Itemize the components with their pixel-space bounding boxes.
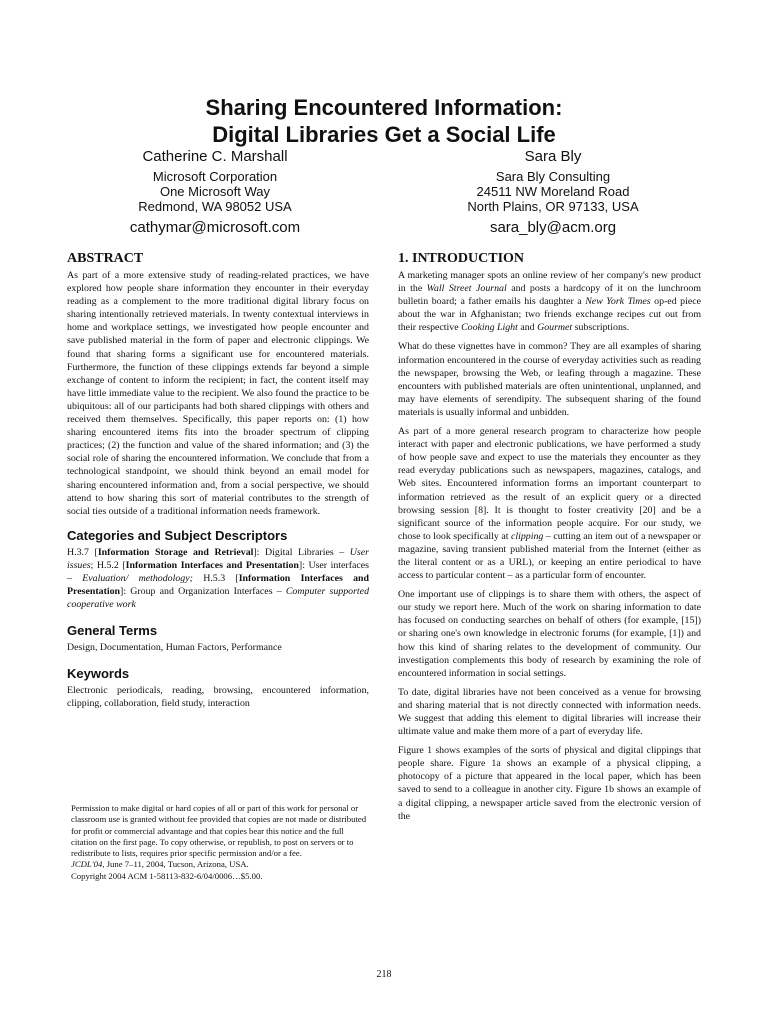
categories-text (67, 546, 369, 611)
author-affiliation-line: Sara Bly Consulting (495, 169, 611, 184)
conference-name: JCDL'04 (71, 859, 103, 870)
text-run: and (517, 322, 538, 334)
right-column (398, 250, 701, 823)
left-column (67, 250, 369, 717)
intro-paragraph-1 (398, 269, 701, 334)
general-terms-text: Design, Documentation, Human Factors, Performance (67, 642, 282, 654)
text-run: As part of a more general research program to characterize how people interact with paper and electronic publications, we have performed a study of how people save and expect to use the materials they encounter as they read everyday publications such as newspapers, magazines, catalogs, and Web sites. Encountered information forms an important counterpart to information retrieved as the result of an explicit query or a directed browsing session [8]. It is thought to foster creativity [20] and be a significant source of the information people acquire. For our study, we chose to look specifically at (398, 426, 701, 542)
author-name: Sara Bly (524, 148, 582, 165)
author-email: sara_bly@acm.org (489, 219, 617, 236)
category-text: ]: Group and Organization Interfaces – (120, 586, 286, 598)
general-terms-heading: General Terms (67, 623, 158, 639)
introduction-heading: 1. INTRODUCTION (398, 251, 525, 266)
category-italic: Computer supported cooperative work (67, 586, 369, 611)
category-italic: Evaluation/ methodology; (82, 572, 193, 584)
abstract-text: As part of a more extensive study of reading-related practices, we have explored how people share information they encounter in their everyday reading as a complement to the more traditional digital library focus on sharing intentionally retrieved materials. In twenty contextual interviews in home and workplace settings, we investigated how people encounter and save published material in the form of paper and electronic clippings. We found that sharing forms a significant use for encountered materials. Furthermore, the function of these clippings extends far beyond a simple exchange of content to inform the recipient; in fact, the content itself may have little immediate value to the recipient. We also found the practice to be ubiquitous: all of our participants had both shared clippings with others and received them themselves. Specifically, this paper reports on: (1) how sharing encountered items fits into the broader spectrum of clipping practices; (2) the function and value of the shared information; and (3) the social role of sharing the encountered information. We conclude that from a technological standpoint, we should think beyond an email model for sharing encountered information and, from a social perspective, we should attend to how sharing this sort of material contributes to the strength of social ties outside of a traditional information needs framework. (67, 270, 369, 517)
keywords-section (67, 666, 369, 710)
intro-paragraph-6: Figure 1 shows examples of the sorts of physical and digital clippings that people share. Figure 1a shows an example of a physical clipping, a photocopy of a picture that appeared in the local paper, which has been saved to send to a colleague in another city. Figure 1b shows an example of a digital clipping, a newspaper article saved from the electronic version of the (398, 745, 701, 822)
text-run: op-ed piece about the war in Afghanistan; two friends exchange recipes cut out from their respective (398, 296, 701, 334)
copyright-line: Copyright 2004 ACM 1-58113-832-6/04/0006…$5.00. (71, 870, 263, 881)
general-terms-section (67, 623, 369, 654)
keywords-heading: Keywords (67, 666, 130, 682)
author-affiliation-line: One Microsoft Way (159, 184, 271, 199)
title-line-1: Sharing Encountered Information: (205, 95, 563, 120)
paper-title (0, 94, 768, 148)
italic-run: Cooking Light (461, 322, 518, 334)
categories-section (67, 528, 369, 611)
author-affiliation-line: Redmond, WA 98052 USA (138, 199, 292, 214)
categories-heading: Categories and Subject Descriptors (67, 527, 288, 543)
italic-run: clipping (510, 530, 544, 542)
author-block-2 (433, 148, 673, 236)
intro-paragraph-3 (398, 425, 701, 582)
title-line-2: Digital Libraries Get a Social Life (212, 122, 556, 147)
text-run: and posts a hardcopy of it on the lunchroom bulletin board; a father emails his daughter a (398, 283, 702, 308)
page-number: 218 (376, 969, 392, 980)
author-email: cathymar@microsoft.com (129, 219, 301, 236)
text-run: – cutting an item out of a newspaper or magazine, saving transient published material from the Internet (either as the literal content or as a URL), or keeping an entire periodical to have access to particular content – as a particular form of encounter. (398, 530, 701, 582)
category-italic: User issues (67, 546, 369, 571)
italic-run: Gourmet (537, 322, 573, 334)
abstract-heading: ABSTRACT (67, 251, 144, 266)
author-affiliation-line: North Plains, OR 97133, USA (467, 199, 639, 214)
author-name: Catherine C. Marshall (142, 148, 288, 165)
category-text: ]: Digital Libraries – (253, 546, 350, 558)
copyright-notice (71, 803, 371, 882)
author-block-1 (95, 148, 335, 236)
category-text: H.3.7 [ (67, 546, 98, 558)
permission-text: Permission to make digital or hard copies of all or part of this work for personal or classroom use is granted without fee provided that copies are not made or distributed for profit or commercial advantage and that copies bear this notice and the full citation on the first page. To copy otherwise, or republish, to post on servers or to redistribute to lists, requires prior specific permission and/or a fee. (71, 803, 367, 859)
category-text: ]: User interfaces – (67, 559, 369, 584)
category-bold: Information Interfaces and Presentation (125, 559, 299, 571)
text-run: subscriptions. (572, 322, 630, 334)
text-run: A marketing manager spots an online review of her company's new product in the (398, 270, 701, 295)
keywords-text: Electronic periodicals, reading, browsing, encountered information, clipping, collaboration, field study, interaction (67, 685, 369, 710)
intro-paragraph-5: To date, digital libraries have not been conceived as a venue for browsing and sharing material that is not directly connected with information needs. We suggest that adding this element to digital libraries will increase their ultimate value and make them more of a part of everyday life. (398, 686, 701, 738)
category-text: H.5.3 [ (192, 572, 239, 584)
author-affiliation-line: Microsoft Corporation (152, 169, 278, 184)
conference-line (71, 859, 371, 870)
category-bold: Information Storage and Retrieval (97, 546, 254, 558)
category-bold: Information Interfaces and Presentation (67, 572, 370, 598)
author-affiliation-line: 24511 NW Moreland Road (476, 184, 630, 199)
conference-details: , June 7–11, 2004, Tucson, Arizona, USA. (102, 859, 249, 870)
intro-paragraph-2: What do these vignettes have in common? They are all examples of sharing information encountered in the course of everyday activities such as reading the newspaper, browsing the Web, or leafing through a magazine. These encounters with published materials are often unintentional, unplanned, and may have elements of serendipity. The subsequent sharing of the found materials is usually informal and unbidden. (398, 341, 701, 418)
abstract-section (67, 250, 369, 518)
italic-run: New York Times (585, 296, 651, 308)
category-text: ; H.5.2 [ (90, 559, 126, 571)
intro-paragraph-4: One important use of clippings is to share them with others, the aspect of our study we report here. Much of the work on sharing information to date has focused on conducting searches on behalf of others (for example, [15]) or sharing one's own knowledge in electronic forums (for example, [1]) and how this kind of sharing relates to the development of community. Our investigation complements this body of research by examining the role of encountered information in social settings. (398, 589, 701, 679)
italic-run: Wall Street Journal (426, 283, 507, 295)
